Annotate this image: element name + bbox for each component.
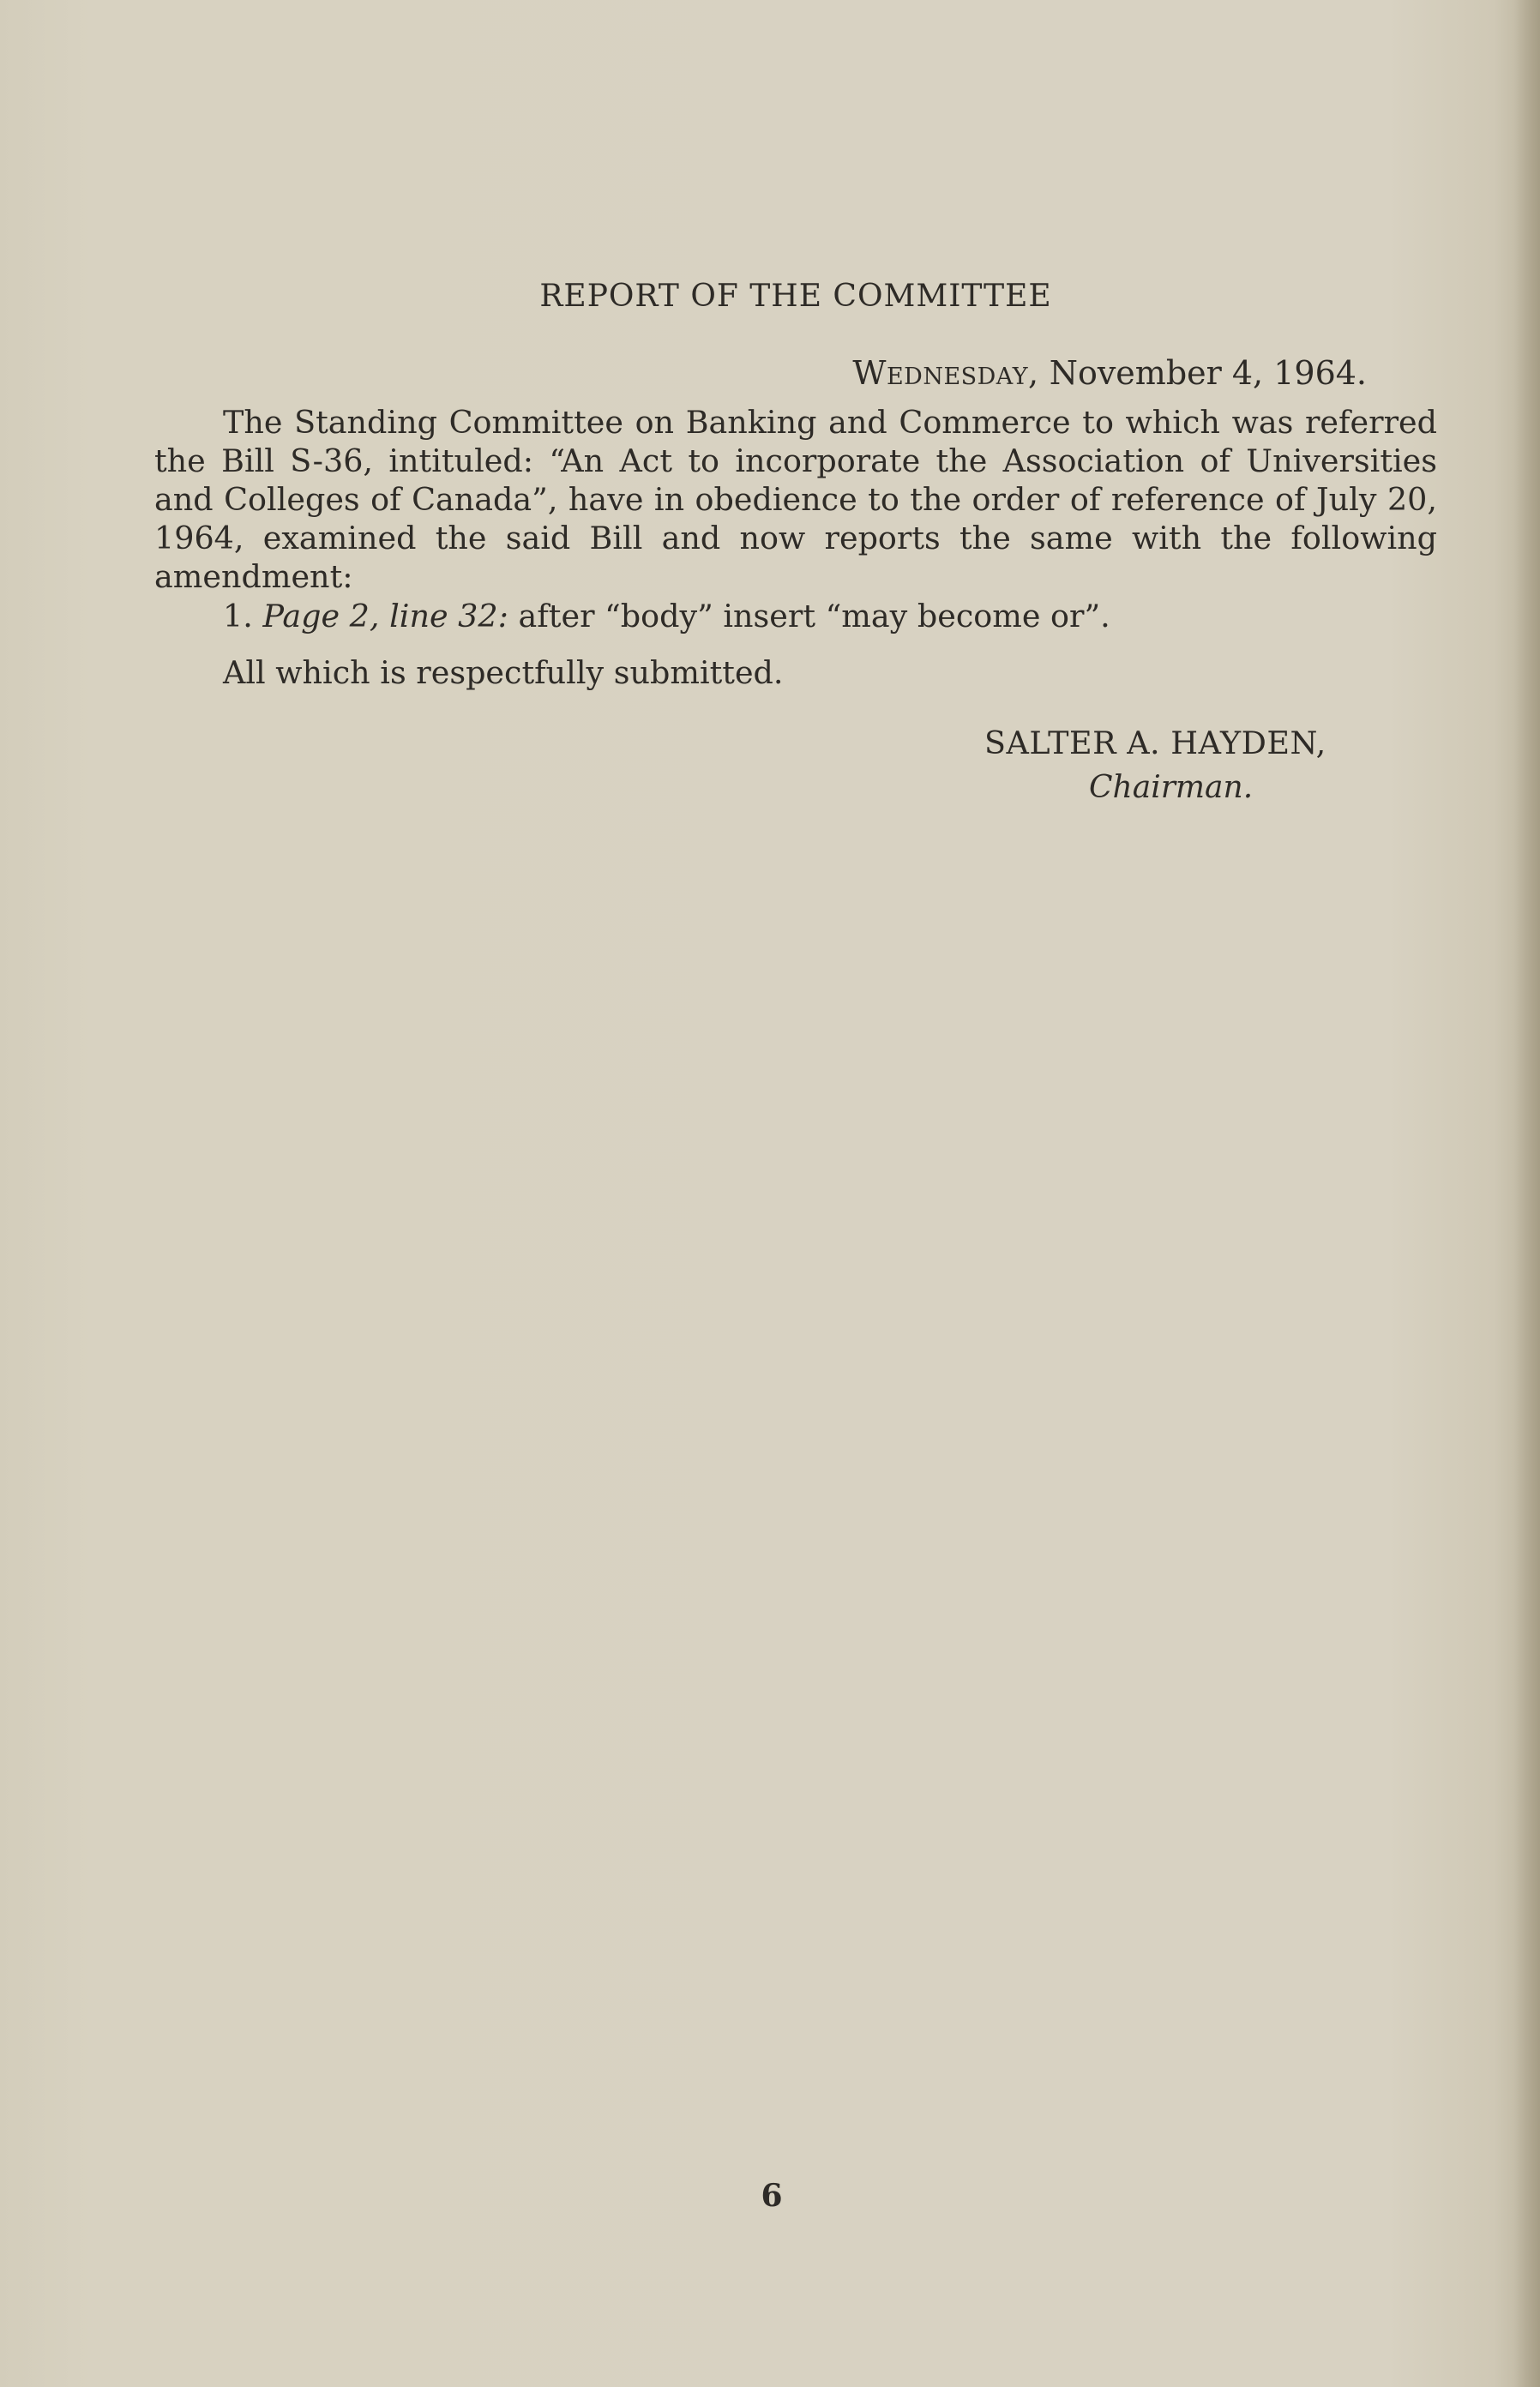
signatory-name: SALTER A. HAYDEN, — [984, 725, 1326, 761]
amendment-text: after “body” insert “may become or”. — [518, 598, 1110, 634]
page-number: 6 — [761, 2178, 783, 2214]
report-date-rest: November 4, 1964. — [1049, 354, 1367, 392]
amendment-reference: Page 2, line 32: — [262, 598, 508, 634]
report-title: REPORT OF THE COMMITTEE — [539, 279, 1052, 314]
signatory-title: Chairman. — [1089, 770, 1254, 805]
report-date — [852, 354, 1367, 392]
report-body-paragraph: The Standing Committee on Banking and Commerce to which was referred the Bill S-36, intituled: “An Act to incorporate the Association of Universities and Colleges of Canada”, have in obedience to the order of reference of July 20, 1964, examined the said Bill and now reports the same with the following amendment: — [154, 404, 1437, 595]
amendment-item — [223, 598, 1110, 634]
report-date-weekday: Wednesday, — [852, 354, 1039, 392]
closing-statement: All which is respectfully submitted. — [223, 654, 784, 691]
amendment-number: 1. — [223, 598, 253, 634]
page-edge-shadow — [1514, 0, 1540, 2387]
